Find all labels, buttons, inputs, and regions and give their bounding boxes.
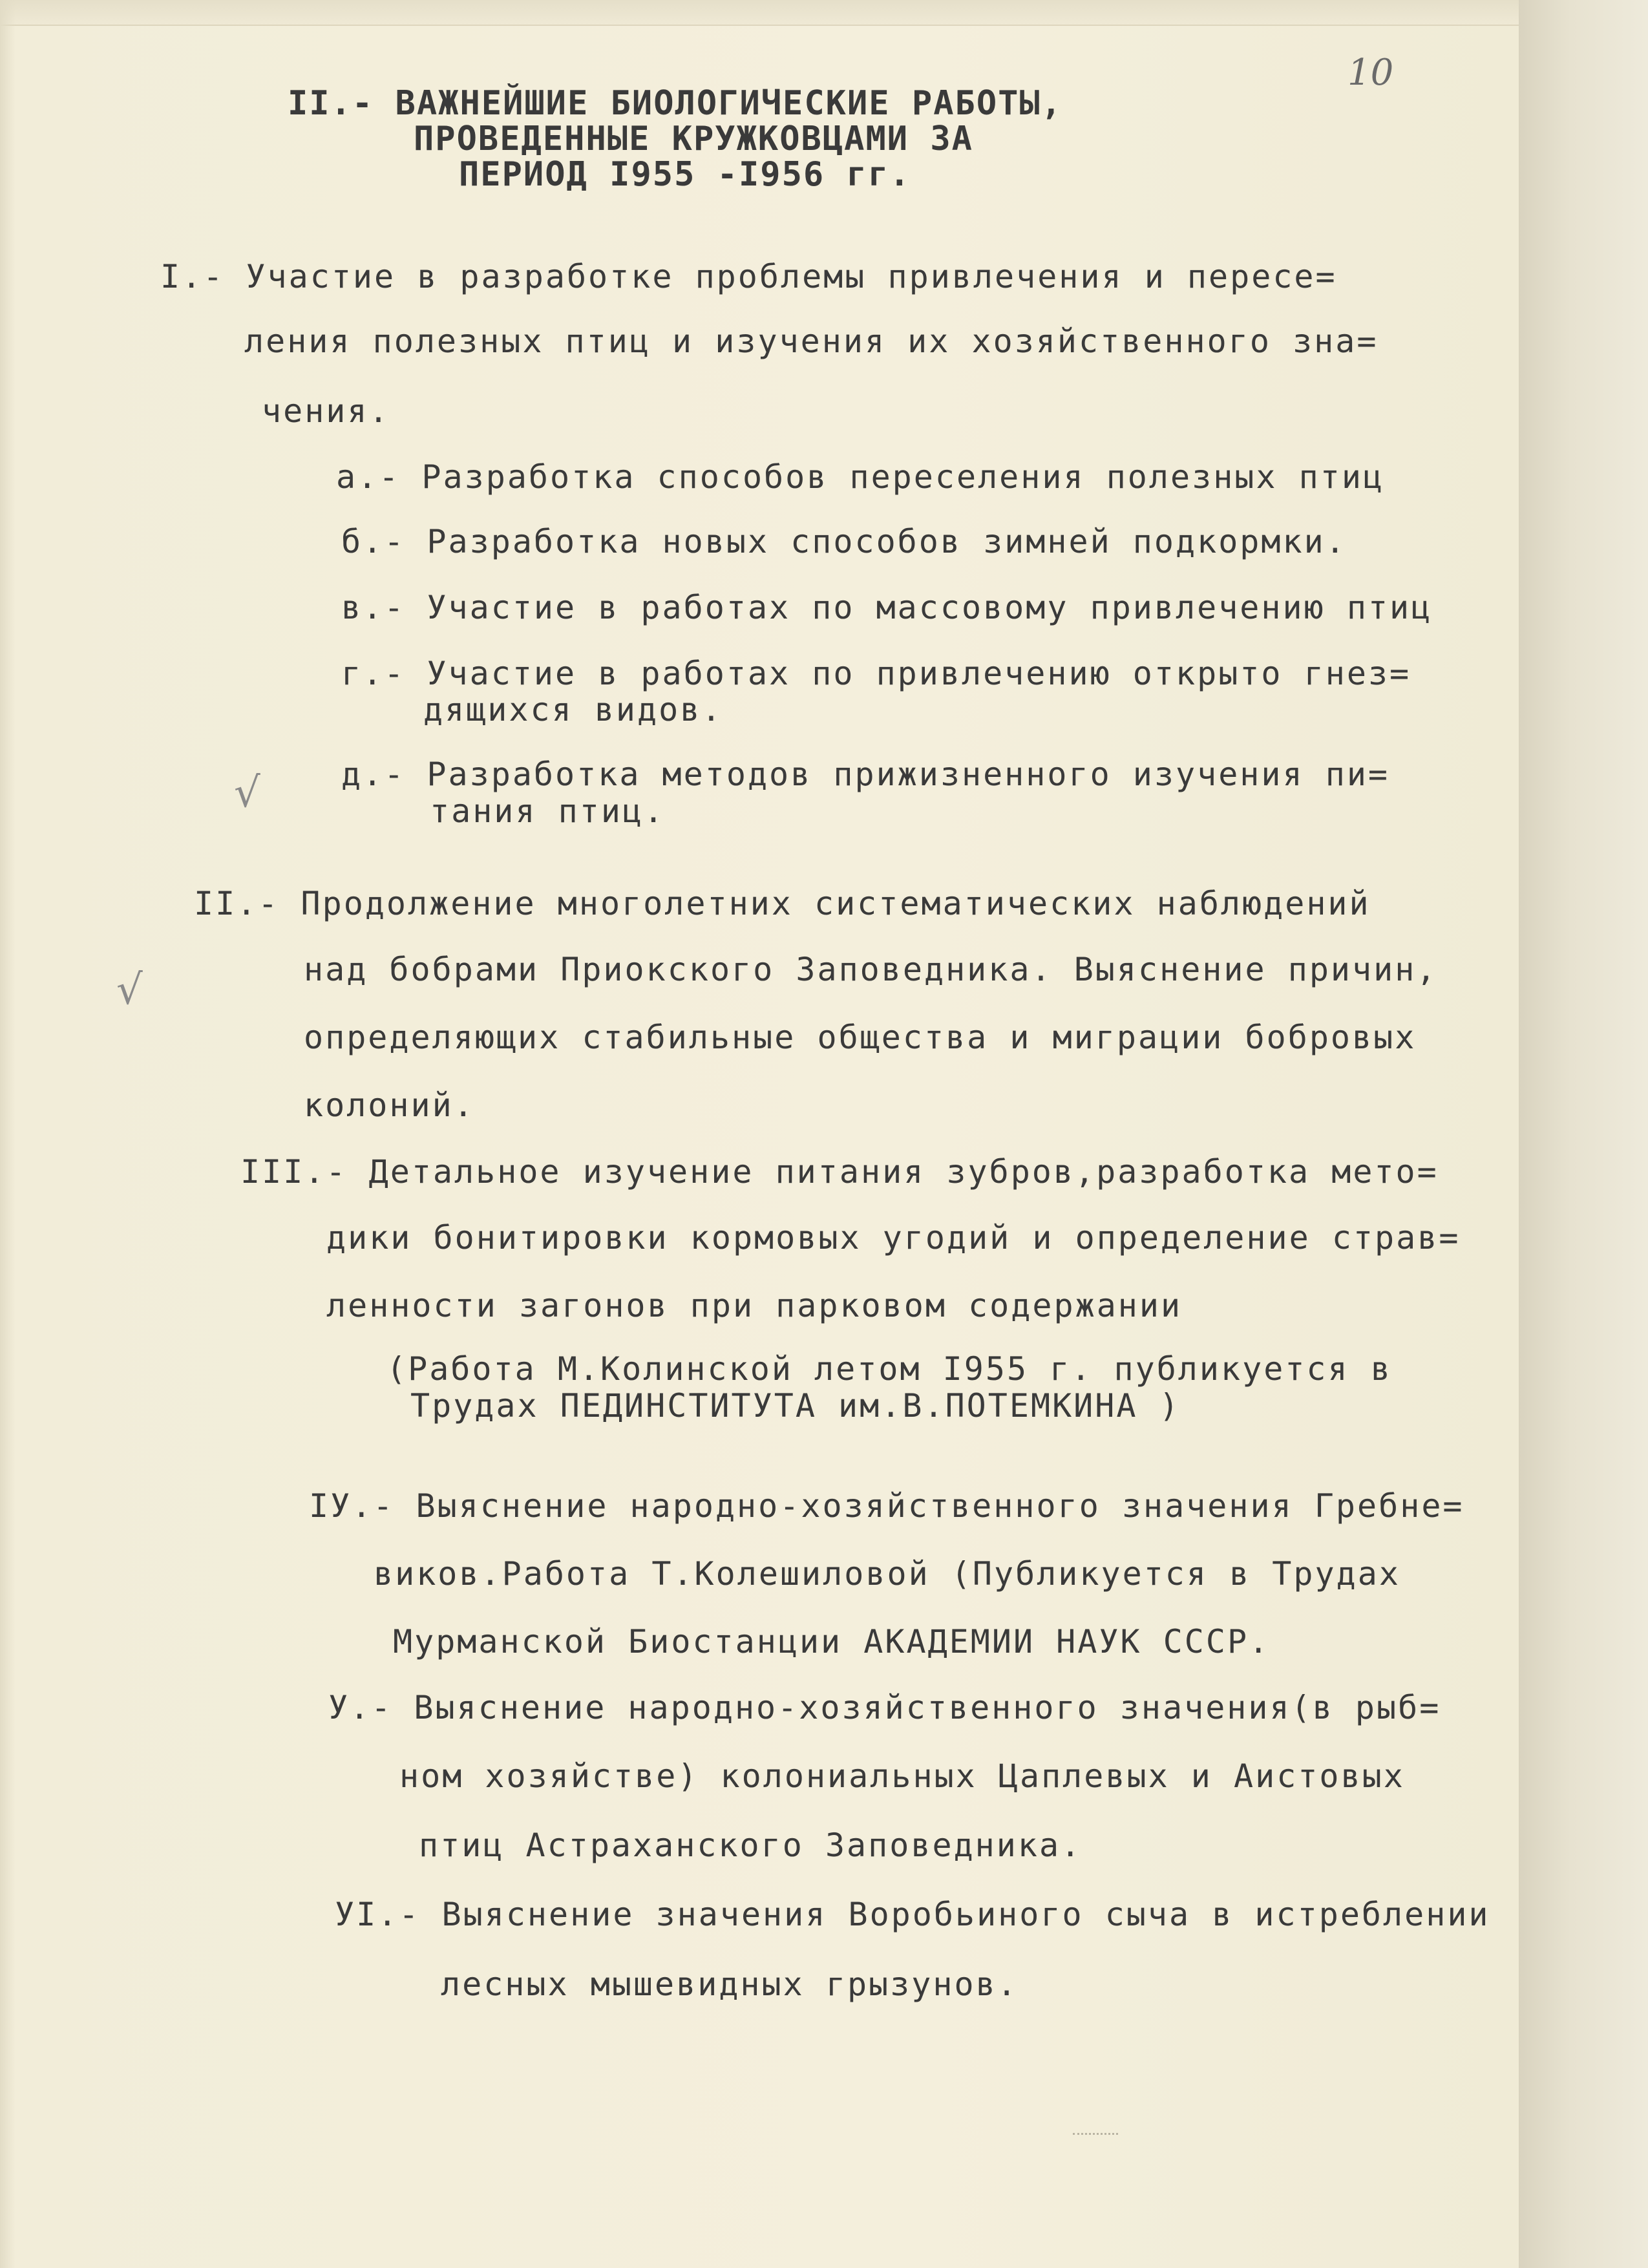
item-1-sub-d-line-1: г.- Участие в работах по привлечению открыто гнез=: [341, 655, 1411, 692]
item-3-note-line-1: (Работа М.Колинской летом I955 г. публикуется в: [386, 1350, 1392, 1388]
faint-paper-mark: [1073, 2133, 1118, 2149]
item-4-line-1: IУ.- Выяснение народно-хозяйственного значения Гребне=: [309, 1487, 1464, 1525]
item-1-line-3: чения.: [262, 392, 390, 430]
scan-background-margin: [1519, 0, 1648, 2268]
item-1-sub-d-line-2: дящихся видов.: [423, 691, 723, 728]
handwritten-check-mark-1: √: [234, 769, 260, 817]
item-3-line-1: III.- Детальное изучение питания зубров,разработка мето=: [240, 1153, 1439, 1191]
item-3-note-line-2: Трудах ПЕДИНСТИТУТА им.В.ПОТЕМКИНА ): [410, 1387, 1181, 1425]
handwritten-page-number: 10: [1347, 52, 1394, 94]
item-6-line-2: лесных мышевидных грызунов.: [441, 1966, 1019, 2003]
paper-top-edge: [0, 0, 1519, 26]
item-1-line-1: I.- Участие в разработке проблемы привлечения и пересе=: [160, 258, 1337, 295]
item-1-sub-a: а.- Разработка способов переселения полезных птиц: [336, 458, 1385, 496]
item-2-line-1: II.- Продолжение многолетних систематических наблюдений: [194, 885, 1371, 922]
item-2-line-4: колоний.: [304, 1086, 475, 1124]
item-2-line-2: над бобрами Приокского Заповедника. Выяснение причин,: [304, 951, 1438, 988]
item-3-line-3: ленности загонов при парковом содержании: [326, 1287, 1183, 1324]
item-5-line-2: ном хозяйстве) колониальных Цаплевых и Аистовых: [399, 1757, 1405, 1795]
item-5-line-1: У.- Выяснение народно-хозяйственного значения(в рыб=: [328, 1689, 1441, 1726]
item-3-line-2: дики бонитировки кормовых угодий и определение страв=: [326, 1219, 1461, 1256]
item-1-sub-c: в.- Участие в работах по массовому привлечению птиц: [341, 589, 1433, 626]
item-1-sub-b: б.- Разработка новых способов зимней подкормки.: [341, 523, 1347, 560]
item-4-line-2: виков.Работа Т.Колешиловой (Публикуется в Трудах: [374, 1555, 1400, 1593]
item-4-line-3: Мурманской Биостанции АКАДЕМИИ НАУК СССР.: [393, 1623, 1271, 1660]
handwritten-check-mark-2: √: [116, 966, 143, 1014]
item-1-line-2: ления полезных птиц и изучения их хозяйственного зна=: [244, 323, 1379, 360]
title-line-2: ПРОВЕДЕННЫЕ КРУЖКОВЦАМИ ЗА: [414, 120, 973, 158]
item-1-sub-e-line-1: д.- Разработка методов прижизненного изучения пи=: [341, 756, 1390, 793]
item-5-line-3: птиц Астраханского Заповедника.: [419, 1827, 1083, 1864]
paper-left-edge: [0, 0, 16, 2268]
item-6-line-1: УI.- Выяснение значения Воробьиного сыча в истреблении: [335, 1896, 1490, 1933]
title-line-1: II.- ВАЖНЕЙШИЕ БИОЛОГИЧЕСКИЕ РАБОТЫ,: [288, 84, 1063, 123]
item-1-sub-e-line-2: тания птиц.: [430, 792, 666, 830]
item-2-line-3: определяющих стабильные общества и миграции бобровых: [304, 1019, 1417, 1056]
title-line-3: ПЕРИОД I955 -I956 гг.: [459, 155, 911, 194]
